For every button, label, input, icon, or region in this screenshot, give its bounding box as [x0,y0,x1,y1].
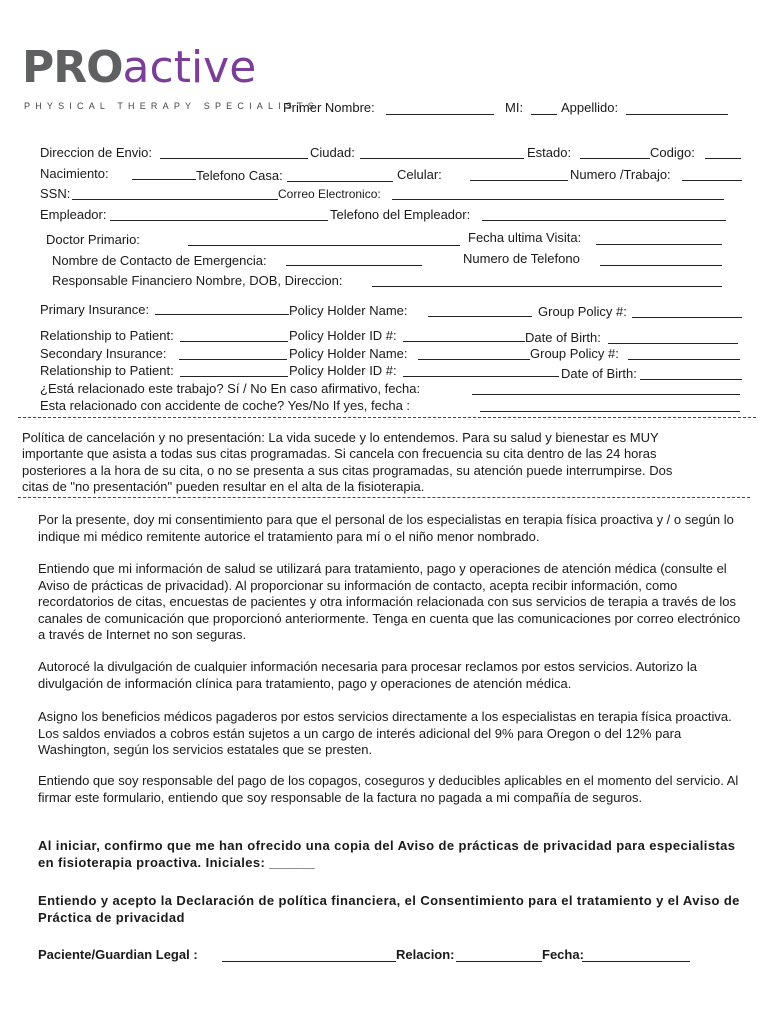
phone-number-label: Numero de Telefono [463,251,580,266]
secondary-policy-holder-id-field[interactable] [403,376,559,377]
emergency-contact-field[interactable] [286,265,422,266]
secondary-policy-holder-name-field[interactable] [418,359,530,360]
responsible-field[interactable] [372,286,722,287]
cell-label: Celular: [397,167,442,182]
phone-number-field[interactable] [600,265,722,266]
zip-field[interactable] [705,158,741,159]
group-policy-label: Group Policy #: [538,304,627,319]
work-phone-field[interactable] [682,180,742,181]
last-visit-label: Fecha ultima Visita: [468,230,582,245]
logo-active: active [122,42,257,93]
address-label: Direccion de Envio: [40,145,152,160]
secondary-group-policy-label: Group Policy #: [530,346,619,361]
employer-label: Empleador: [40,207,107,222]
ssn-label: SSN: [40,186,71,201]
primary-insurance-label: Primary Insurance: [40,302,150,317]
relation-label: Relacion: [396,947,455,962]
consent-paragraph: Asigno los beneficios médicos pagaderos por estos servicios directamente a los especialistas en terapia física proactiva. Los saldos enviados a cobros están sujetos a un cargo de interés adicional del 9% para Oregon o del 12% para Washington, según los servicios estatales que se presten. [38,709,732,757]
policy-holder-name-label: Policy Holder Name: [289,303,408,318]
city-field[interactable] [360,158,524,159]
home-phone-label: Telefono Casa: [196,168,283,183]
emergency-contact-label: Nombre de Contacto de Emergencia: [52,253,267,268]
secondary-policy-holder-id-label: Policy Holder ID #: [289,363,397,378]
state-label: Estado: [527,145,572,160]
work-related-date-field[interactable] [472,394,740,395]
car-accident-date-field[interactable] [480,411,740,412]
logo-pro: PRO [22,42,123,93]
policy-holder-name-field[interactable] [428,316,532,317]
secondary-dob-field[interactable] [640,379,742,380]
last-visit-field[interactable] [596,244,722,245]
primary-doctor-label: Doctor Primario: [46,232,140,247]
state-field[interactable] [580,158,650,159]
section-divider-2 [18,497,750,498]
logo-tagline: PHYSICAL THERAPY SPECIALISTS [24,101,319,111]
first-name-label: Primer Nombre: [283,100,375,115]
group-policy-field[interactable] [632,317,742,318]
section-divider [18,417,756,418]
birth-label: Nacimiento: [40,166,109,181]
secondary-policy-holder-name-label: Policy Holder Name: [289,346,408,361]
last-name-field[interactable] [626,114,728,115]
work-related-label: ¿Está relacionado este trabajo? Sí / No En caso afirmativo, fecha: [40,381,421,396]
cancellation-policy: Política de cancelación y no presentación: La vida sucede y lo entendemos. Para su salud y bienestar es MUY importante que asista a todas sus citas programadas. Si cancela con frecuencia su cita dentro de las 24 horas posteriores a la hora de su cita, o no se presenta a sus citas programadas, su atención puede interrumpirse. Dos citas de "no presentación" pueden resultar en el alta de la fisioterapia. [22,430,673,494]
address-field[interactable] [160,158,308,159]
privacy-acknowledgement: Al iniciar, confirmo que me han ofrecido una copia del Aviso de prácticas de privacidad para especialistas en fisioterapia proactiva. Iniciales: ______ [38,838,736,870]
logo [22,42,256,93]
car-accident-label: Esta relacionado con accidente de coche? Yes/No If yes, fecha : [40,398,411,413]
secondary-dob-label: Date of Birth: [561,366,637,381]
relationship-label: Relationship to Patient: [40,328,174,343]
secondary-relationship-label: Relationship to Patient: [40,363,174,378]
email-label: Correo Electronico: [278,187,381,201]
secondary-relationship-field[interactable] [180,376,288,377]
relationship-field[interactable] [180,341,288,342]
financial-acknowledgement: Entiendo y acepto la Declaración de política financiera, el Consentimiento para el tratamiento y el Aviso de Práctica de privacidad [38,893,740,925]
date-label: Fecha: [542,947,584,962]
relation-field[interactable] [456,961,542,962]
birth-field[interactable] [132,179,196,180]
email-field[interactable] [392,199,724,200]
zip-label: Codigo: [650,145,695,160]
employer-phone-field[interactable] [482,220,726,221]
city-label: Ciudad: [310,145,355,160]
consent-paragraph: Entiendo que soy responsable del pago de los copagos, coseguros y deducibles aplicables en el momento del servicio. Al firmar este formulario, entiendo que soy responsable de la factura no pagada a mi compañía de seguros. [38,773,739,805]
employer-phone-label: Telefono del Empleador: [330,207,471,222]
policy-holder-id-field[interactable] [403,341,525,342]
primary-insurance-field[interactable] [155,314,289,315]
secondary-group-policy-field[interactable] [628,359,740,360]
consent-paragraph: Por la presente, doy mi consentimiento para que el personal de los especialistas en terapia física proactiva y / o según lo indique mi médico remitente autorice el tratamiento para mí o el niño menor nombrado. [38,512,734,544]
mi-label: MI: [505,100,524,115]
primary-doctor-field[interactable] [188,245,460,246]
employer-field[interactable] [110,220,328,221]
cell-field[interactable] [470,180,568,181]
patient-signature-label: Paciente/Guardian Legal : [38,947,198,962]
home-phone-field[interactable] [287,181,393,182]
ssn-field[interactable] [72,199,278,200]
secondary-insurance-label: Secondary Insurance: [40,346,167,361]
first-name-field[interactable] [386,114,494,115]
mi-field[interactable] [531,114,557,115]
work-phone-label: Numero /Trabajo: [570,167,671,182]
consent-paragraph: Autorocé la divulgación de cualquier información necesaria para procesar reclamos por estos servicios. Autorizo la divulgación de información clínica para tratamiento, pago y operaciones de atención médica. [38,659,698,691]
policy-holder-id-label: Policy Holder ID #: [289,328,397,343]
patient-signature-field[interactable] [222,961,396,962]
secondary-insurance-field[interactable] [179,359,287,360]
last-name-label: Appellido: [561,100,619,115]
consent-paragraph: Entiendo que mi información de salud se utilizará para tratamiento, pago y operaciones de atención médica (consulte el Aviso de prácticas de privacidad). Al proporcionar su información de contacto, acepta recibir información, como recordatorios de citas, encuestas de pacientes y otra información relacionada con sus servicios de terapia a través de los canales de comunicación que proporcionó anteriormente. Tenga en cuenta que las comunicaciones por correo electrónico a través de Internet no son seguras. [38,561,741,642]
responsible-label: Responsable Financiero Nombre, DOB, Direccion: [52,273,343,288]
date-field[interactable] [582,961,690,962]
dob-field[interactable] [608,343,738,344]
dob-label: Date of Birth: [525,330,601,345]
